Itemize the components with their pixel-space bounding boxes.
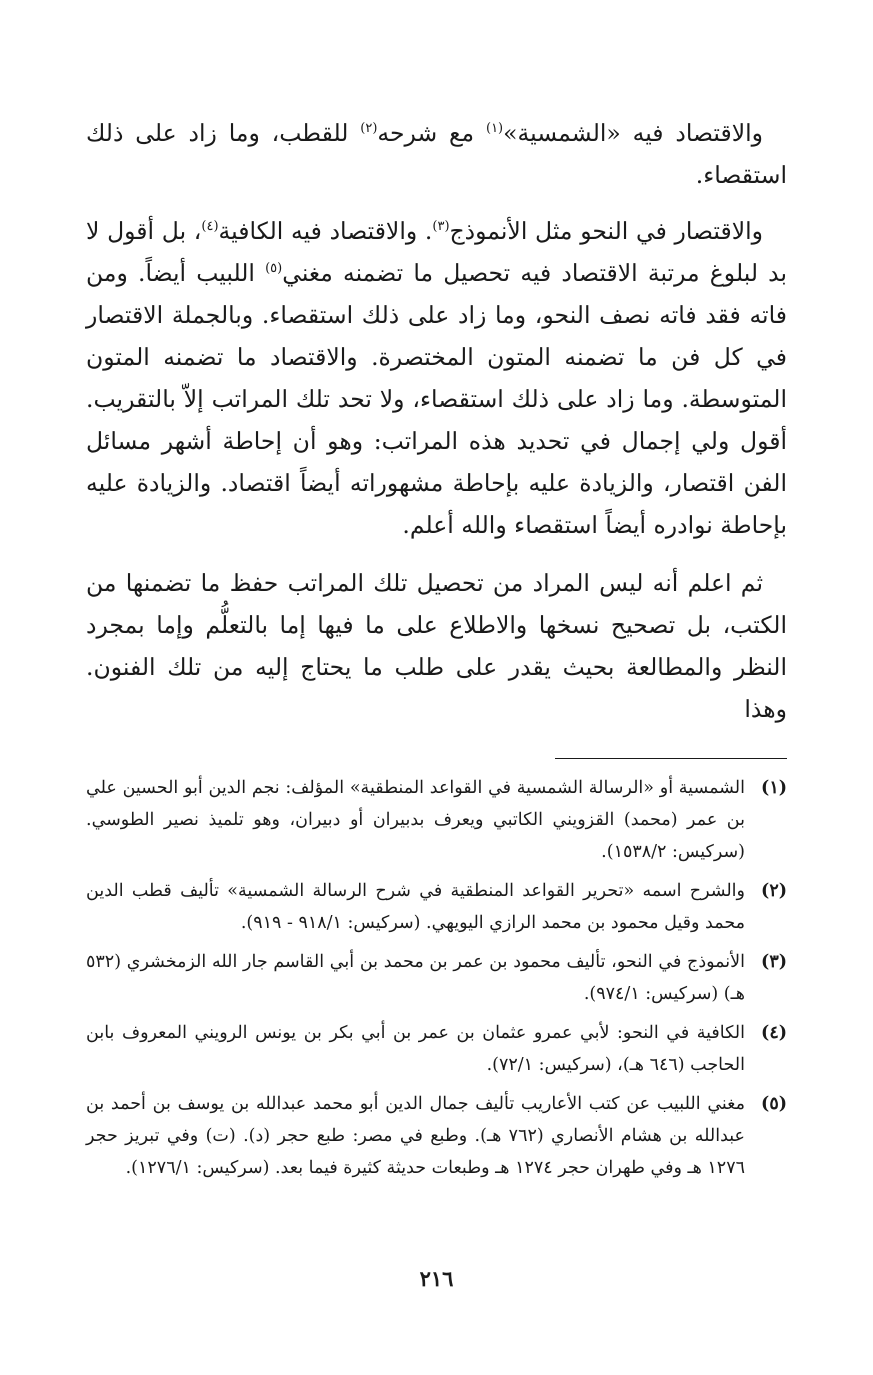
paragraph-text: ثم اعلم أنه ليس المراد من تحصيل تلك المراتب حفظ ما تضمنها من الكتب، بل تصحيح نسخها والاطلاع على ما فيها إما بالتعلُّم وإما بمجرد النظر والمطالعة بحيث يقدر على طلب ما يحتاج إليه من تلك الفنون. وهذا bbox=[86, 569, 787, 723]
footnote-number: (٤) bbox=[761, 1023, 787, 1043]
body-paragraph bbox=[86, 562, 787, 730]
paragraph-text: والاقتصار في النحو مثل الأنموذج bbox=[449, 217, 764, 245]
paragraph-text: ، بل أقول لا بد لبلوغ مرتبة الاقتصاد فيه تحصيل ما تضمنه مغني bbox=[86, 217, 787, 287]
footnote bbox=[86, 772, 787, 868]
body-paragraph bbox=[86, 112, 787, 196]
paragraph-text: والاقتصاد فيه «الشمسية» bbox=[503, 119, 764, 147]
paragraph-text: للقطب، وما زاد على ذلك استقصاء. bbox=[86, 119, 787, 189]
footnote bbox=[86, 1088, 787, 1184]
paragraph-text: مع شرحه bbox=[377, 119, 486, 147]
footnote-reference: (١) bbox=[485, 121, 504, 137]
footnote-reference: (٤) bbox=[201, 219, 219, 235]
page-number: ٢١٦ bbox=[419, 1266, 454, 1291]
footnote-text: الكافية في النحو: لأبي عمرو عثمان بن عمر بن أبي بكر بن يونس الرويني المعروف بابن الحاجب (٦٤٦ هـ)، (سركيس: ٧٢/١). bbox=[86, 1023, 745, 1075]
footnote-reference: (٢) bbox=[360, 121, 378, 137]
paragraph-text: اللبيب أيضاً. ومن فاته فقد فاته نصف النحو، وما زاد على ذلك استقصاء. وبالجملة الاقتصار في كل فن ما تضمنه المتون المختصرة. والاقتصاد ما تضمنه المتون المتوسطة. وما زاد على ذلك استقصاء، ولا تحد تلك المراتب إلاّ بالتقريب. أقول ولي إجمال في تحديد هذه المراتب: وهو أن إحاطة أشهر مسائل الفن اقتصار، والزيادة عليه بإحاطة مشهوراته أيضاً اقتصاد. والزيادة عليه بإحاطة نوادره أيضاً استقصاء والله أعلم. bbox=[86, 259, 787, 539]
footnote-reference: (٣) bbox=[432, 219, 450, 235]
footnote-number: (٥) bbox=[761, 1094, 787, 1114]
footnote bbox=[86, 1017, 787, 1081]
footnote-text: والشرح اسمه «تحرير القواعد المنطقية في شرح الرسالة الشمسية» تأليف قطب الدين محمد وقيل محمود بن محمد الرازي اليويهي. (سركيس: ٩١٨/١ - ٩١٩). bbox=[86, 881, 745, 933]
footnote-reference: (٥) bbox=[265, 261, 283, 277]
body-paragraph bbox=[86, 210, 787, 546]
footnote-number: (٣) bbox=[761, 952, 787, 972]
footnote-number: (١) bbox=[761, 778, 787, 798]
footnote-text: الأنموذج في النحو، تأليف محمود بن عمر بن محمد بن أبي القاسم جار الله الزمخشري (٥٣٢ هـ) (سركيس: ٩٧٤/١). bbox=[86, 952, 745, 1004]
footnote-text: الشمسية أو «الرسالة الشمسية في القواعد المنطقية» المؤلف: نجم الدين أبو الحسين علي بن عمر (محمد) القزويني الكاتبي ويعرف بدبيران أو دبيران، وهو تلميذ نصير الطوسي. (سركيس: ١٥٣٨/٢). bbox=[86, 778, 745, 862]
footnote bbox=[86, 875, 787, 939]
footnotes bbox=[86, 772, 787, 1191]
book-page bbox=[86, 112, 787, 1375]
footnote bbox=[86, 946, 787, 1010]
footnote-number: (٢) bbox=[761, 881, 787, 901]
footnote-text: مغني اللبيب عن كتب الأعاريب تأليف جمال الدين أبو محمد عبدالله بن يوسف بن أحمد بن عبدالله بن هشام الأنصاري (٧٦٢ هـ). وطبع في مصر: طبع حجر (د). (ت) وفي تبريز حجر ١٢٧٦ هـ وفي طهران حجر ١٢٧٤ هـ وطبعات حديثة كثيرة فيما بعد. (سركيس: ١٢٧٦/١). bbox=[86, 1094, 745, 1178]
paragraph-text: . والاقتصاد فيه الكافية bbox=[218, 217, 433, 245]
footnote-separator bbox=[555, 758, 787, 759]
